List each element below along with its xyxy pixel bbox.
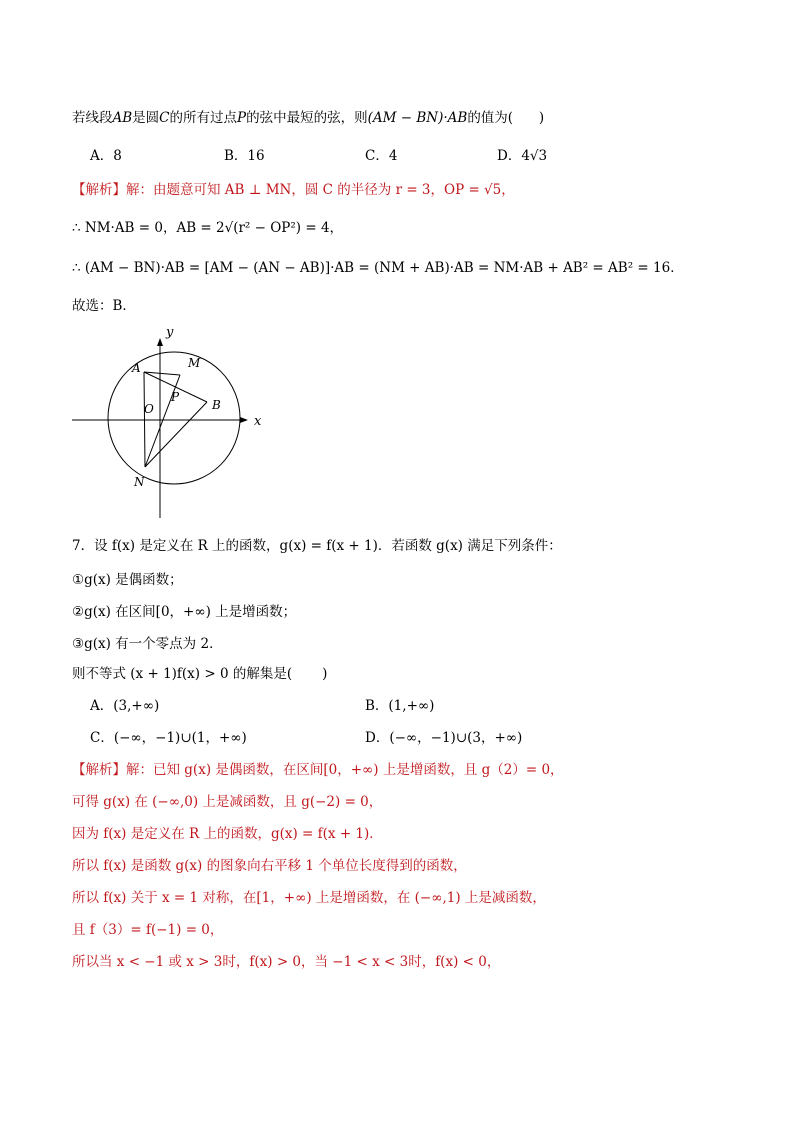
segment-bn — [145, 402, 207, 467]
q6-stem — [72, 108, 544, 128]
y-axis-arrow-icon — [157, 338, 163, 346]
label-p: P — [171, 390, 180, 404]
label-n: N — [134, 475, 145, 489]
q7-analysis-line-4: 所以 f(x) 是函数 g(x) 的图象向右平移 1 个单位长度得到的函数， — [72, 858, 467, 874]
q7-analysis-line-7: 所以当 x < −1 或 x > 3时，f(x) > 0，当 −1 < x < 3时，f(x) < 0， — [72, 954, 501, 970]
q6-answer: 故选：B． — [72, 298, 136, 314]
q6-stem-text-3: 的所有过点 — [169, 110, 238, 126]
label-y: y — [166, 325, 174, 340]
q6-analysis-line-1 — [72, 180, 515, 200]
q7-condition-2: ②g(x) 在区间[0，+∞) 上是增函数； — [72, 604, 297, 620]
q7-option-a: A．(3,+∞) — [90, 698, 160, 714]
circle-c — [108, 352, 240, 484]
x-axis-arrow-icon — [240, 417, 248, 423]
q7-condition-1: ①g(x) 是偶函数； — [72, 572, 183, 588]
q6-stem-blank: ) — [513, 110, 545, 126]
q6-analysis-text-1: 解：由题意可知 AB ⊥ MN，圆 C 的半径为 r = 3，OP = √5， — [126, 182, 515, 198]
label-o: O — [144, 402, 154, 416]
q7-analysis-line-2: 可得 g(x) 在 (−∞,0) 上是减函数，且 g(−2) = 0， — [72, 794, 383, 810]
label-a: A — [132, 361, 141, 375]
q6-option-c: C．4 — [365, 148, 398, 164]
label-x: x — [254, 414, 262, 429]
q6-analysis-line-3: ∴ (AM − BN)·AB = [AM − (AN − AB)]·AB = (NM + AB)·AB = NM·AB + AB² = AB² = 16． — [72, 260, 684, 276]
q6-stem-text-4: 的弦中最短的弦，则 — [246, 110, 368, 126]
q6-option-a: A．8 — [90, 148, 122, 164]
q7-option-d: D．(−∞，−1)∪(3，+∞) — [365, 730, 523, 746]
chord-mn — [145, 375, 180, 467]
q6-stem-p: P — [237, 110, 247, 126]
label-b: B — [212, 398, 221, 412]
q7-analysis-line-3: 因为 f(x) 是定义在 R 上的函数，g(x) = f(x + 1)． — [72, 826, 383, 842]
q6-stem-text-5: 的值为( — [467, 110, 514, 126]
segment-an — [144, 372, 145, 467]
label-m: M — [188, 356, 201, 370]
q7-option-c: C．(−∞，−1)∪(1，+∞) — [90, 730, 247, 746]
q7-analysis-line-1 — [72, 760, 564, 780]
q6-analysis-tag: 【解析】 — [72, 182, 126, 198]
q6-analysis-line-2: ∴ NM·AB = 0，AB = 2√(r² − OP²) = 4， — [72, 220, 344, 236]
q7-analysis-text-1: 解：已知 g(x) 是偶函数，在区间[0，+∞) 上是增函数，且 g（2）= 0， — [126, 762, 564, 778]
q7-question: 则不等式 (x + 1)f(x) > 0 的解集是( ) — [72, 666, 328, 682]
q7-analysis-line-6: 且 f（3）= f(−1) = 0， — [72, 922, 224, 938]
q6-stem-text-2: 是圆 — [132, 110, 160, 126]
q7-analysis-line-5: 所以 f(x) 关于 x = 1 对称，在[1，+∞) 上是增函数，在 (−∞,1) 上是减函数， — [72, 890, 546, 906]
q6-stem-c: C — [159, 110, 170, 126]
q7-stem: 7．设 f(x) 是定义在 R 上的函数，g(x) = f(x + 1)．若函数 g(x) 满足下列条件： — [72, 538, 562, 554]
q7-condition-3: ③g(x) 有一个零点为 2． — [72, 636, 223, 652]
q6-stem-expression: (AM − BN)·AB — [367, 110, 468, 126]
q6-stem-ab: AB — [112, 110, 133, 126]
q7-option-b: B．(1,+∞) — [365, 698, 435, 714]
q6-option-d: D．4√3 — [497, 148, 548, 164]
q6-option-b: B．16 — [224, 148, 265, 164]
q6-stem-text-1: 若线段 — [72, 110, 113, 126]
q7-analysis-tag: 【解析】 — [72, 762, 126, 778]
q6-circle-diagram — [66, 322, 276, 522]
